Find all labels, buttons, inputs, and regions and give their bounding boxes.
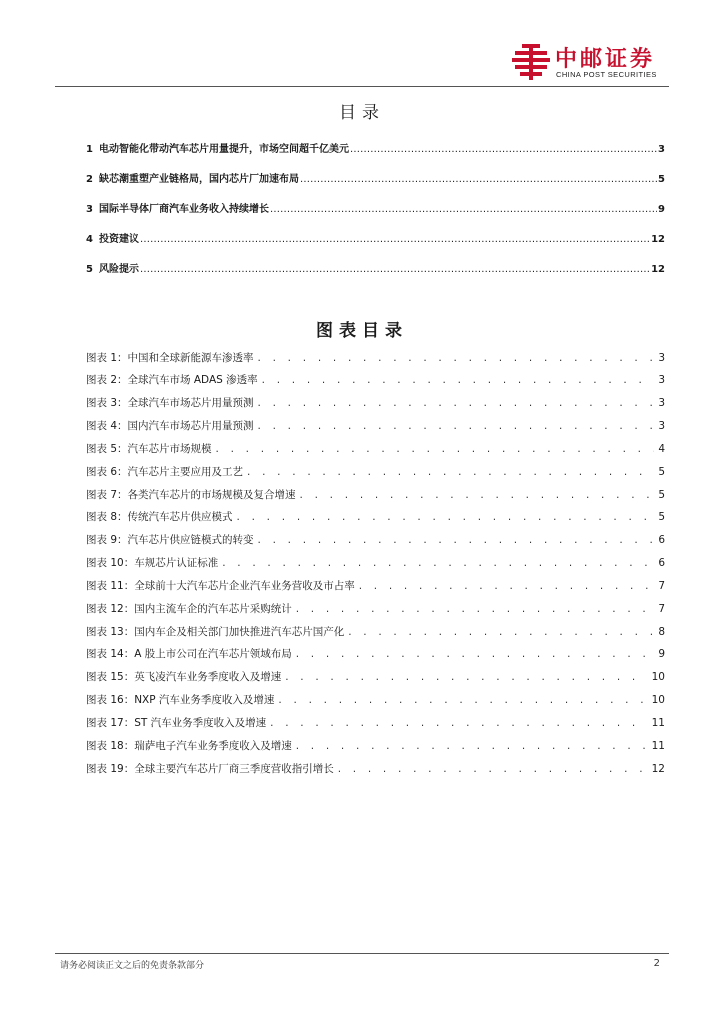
toc-item-text: 国际半导体厂商汽车业务收入持续增长: [99, 204, 269, 215]
figure-item[interactable]: [86, 624, 665, 640]
toc-item-page: 5: [658, 174, 665, 185]
figure-item-text: 图表 10：车规芯片认证标准: [86, 557, 219, 569]
figure-item-page: 4: [658, 443, 665, 455]
footer-page-number: 2: [653, 958, 660, 969]
figure-item[interactable]: [86, 601, 665, 617]
footer-divider: [55, 953, 669, 954]
leader-dots: [350, 144, 657, 155]
leader-dots: [216, 443, 655, 455]
figure-item-page: 8: [658, 626, 665, 638]
company-logo: [512, 42, 672, 82]
figure-item-text: 图表 7：各类汽车芯片的市场规模及复合增速: [86, 489, 296, 501]
figure-item-page: 11: [651, 740, 665, 752]
figure-item-page: 5: [658, 511, 665, 523]
figure-item-page: 11: [651, 717, 665, 729]
leader-dots: [296, 648, 655, 660]
logo-chinese-text: 中邮证券: [555, 47, 656, 72]
figure-item[interactable]: [86, 350, 665, 366]
leader-dots: [338, 763, 648, 775]
figure-item-page: 7: [658, 603, 665, 615]
leader-dots: [258, 397, 655, 409]
figure-item-text: 图表 1：中国和全球新能源车渗透率: [86, 352, 254, 364]
figure-item-text: 图表 5：汽车芯片市场规模: [86, 443, 212, 455]
figure-item[interactable]: [86, 464, 665, 480]
leader-dots: [258, 420, 655, 432]
figure-item-text: 图表 17：ST 汽车业务季度收入及增速: [86, 717, 267, 729]
leader-dots: [278, 694, 647, 706]
figure-item-page: 12: [651, 763, 665, 775]
toc-item-text: 投资建议: [99, 234, 139, 245]
figure-item[interactable]: [86, 372, 665, 388]
figure-item-text: 图表 2：全球汽车市场 ADAS 渗透率: [86, 374, 258, 386]
leader-dots: [296, 603, 655, 615]
figure-item-text: 图表 16：NXP 汽车业务季度收入及增速: [86, 694, 275, 706]
figure-item[interactable]: [86, 441, 665, 457]
figure-item-text: 图表 8：传统汽车芯片供应模式: [86, 511, 233, 523]
figure-item-text: 图表 4：国内汽车市场芯片用量预测: [86, 420, 254, 432]
figure-item[interactable]: [86, 761, 665, 777]
toc-item-number: 1: [86, 144, 93, 155]
leader-dots: [237, 511, 655, 523]
figure-item-page: 3: [658, 374, 665, 386]
figure-item-text: 图表 6：汽车芯片主要应用及工艺: [86, 466, 244, 478]
figure-item-text: 图表 18：瑞萨电子汽车业务季度收入及增速: [86, 740, 292, 752]
figure-item[interactable]: [86, 532, 665, 548]
leader-dots: [140, 264, 650, 275]
figure-item-page: 9: [658, 648, 665, 660]
figure-item[interactable]: [86, 669, 665, 685]
figure-item-page: 10: [651, 694, 665, 706]
figure-item-page: 5: [658, 489, 665, 501]
figure-item-page: 5: [658, 466, 665, 478]
figure-item[interactable]: [86, 487, 665, 503]
figure-item-text: 图表 14：A 股上市公司在汽车芯片领域布局: [86, 648, 292, 660]
leader-dots: [348, 626, 654, 638]
leader-dots: [300, 174, 657, 185]
figure-item-text: 图表 3：全球汽车市场芯片用量预测: [86, 397, 254, 409]
leader-dots: [258, 352, 655, 364]
figure-item[interactable]: [86, 395, 665, 411]
leader-dots: [285, 671, 647, 683]
figures-title: 图表目录: [316, 321, 408, 341]
toc-item-text: 风险提示: [99, 264, 139, 275]
figure-item-text: 图表 11：全球前十大汽车芯片企业汽车业务营收及市占率: [86, 580, 355, 592]
figure-item-text: 图表 12：国内主流车企的汽车芯片采购统计: [86, 603, 292, 615]
leader-dots: [247, 466, 654, 478]
leader-dots: [270, 717, 648, 729]
toc-item-text: 缺芯潮重塑产业链格局，国内芯片厂加速布局: [99, 174, 299, 185]
figure-item-page: 6: [658, 557, 665, 569]
toc-item-number: 3: [86, 204, 93, 215]
leader-dots: [262, 374, 655, 386]
toc-item-page: 9: [658, 204, 665, 215]
figure-item[interactable]: [86, 692, 665, 708]
toc-item[interactable]: [86, 200, 665, 216]
figure-item[interactable]: [86, 418, 665, 434]
toc-item[interactable]: [86, 260, 665, 276]
leader-dots: [270, 204, 657, 215]
figure-item-page: 3: [658, 352, 665, 364]
leader-dots: [222, 557, 654, 569]
figure-item-page: 10: [651, 671, 665, 683]
figure-item[interactable]: [86, 715, 665, 731]
toc-item[interactable]: [86, 140, 665, 156]
toc-item-page: 3: [658, 144, 665, 155]
leader-dots: [258, 534, 655, 546]
figure-item-text: 图表 13：国内车企及相关部门加快推进汽车芯片国产化: [86, 626, 345, 638]
figure-item-page: 7: [658, 580, 665, 592]
toc-item-page: 12: [651, 234, 665, 245]
figure-item[interactable]: [86, 646, 665, 662]
leader-dots: [300, 489, 655, 501]
toc-item-text: 电动智能化带动汽车芯片用量提升，市场空间超千亿美元: [99, 144, 349, 155]
figure-item-page: 3: [658, 397, 665, 409]
footer-disclaimer: 请务必阅读正文之后的免责条款部分: [60, 961, 205, 971]
figure-item-page: 3: [658, 420, 665, 432]
leader-dots: [140, 234, 650, 245]
toc-item-page: 12: [651, 264, 665, 275]
toc-title: 目录: [339, 103, 385, 123]
china-post-logo-icon: [512, 44, 550, 80]
figure-item[interactable]: [86, 555, 665, 571]
figure-item-text: 图表 19：全球主要汽车芯片厂商三季度营收指引增长: [86, 763, 334, 775]
figure-item[interactable]: [86, 738, 665, 754]
figure-item-page: 6: [658, 534, 665, 546]
toc-item[interactable]: [86, 230, 665, 246]
leader-dots: [359, 580, 655, 592]
toc-item[interactable]: [86, 170, 665, 186]
header-divider: [55, 86, 669, 87]
figure-item[interactable]: [86, 509, 665, 525]
toc-item-number: 4: [86, 234, 93, 245]
logo-english-text: CHINA POST SECURITIES: [556, 70, 657, 79]
toc-item-number: 2: [86, 174, 93, 185]
leader-dots: [296, 740, 648, 752]
toc-item-number: 5: [86, 264, 93, 275]
figure-item-text: 图表 15：英飞凌汽车业务季度收入及增速: [86, 671, 282, 683]
figure-item[interactable]: [86, 578, 665, 594]
figure-item-text: 图表 9：汽车芯片供应链模式的转变: [86, 534, 254, 546]
